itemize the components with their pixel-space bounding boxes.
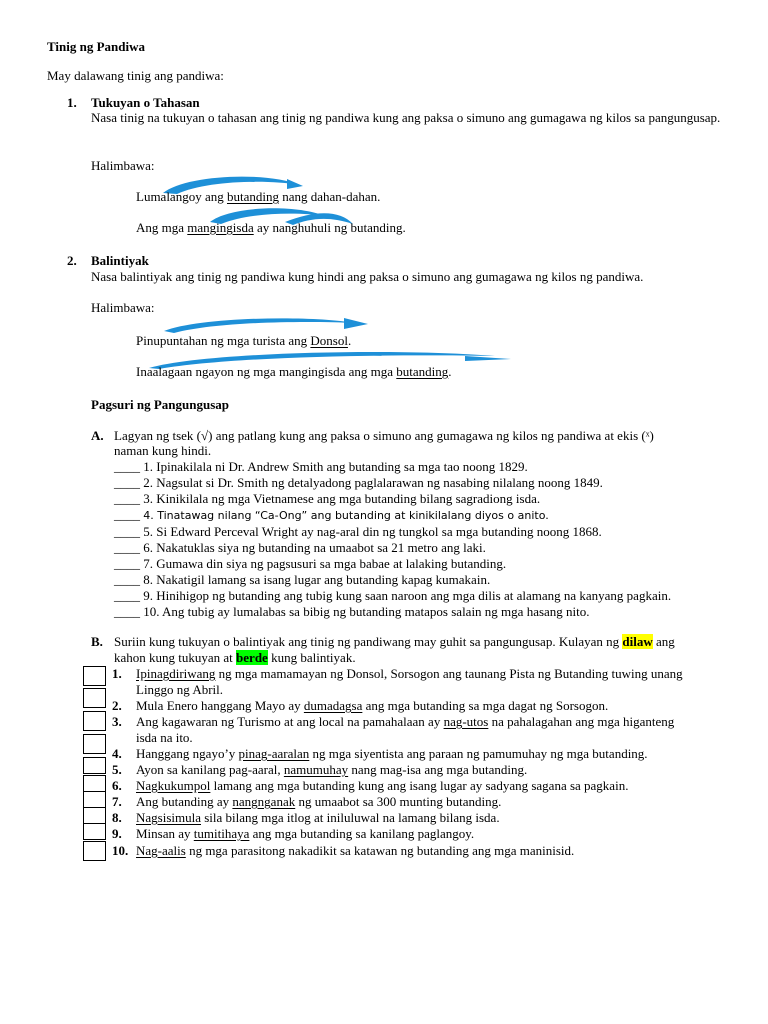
instruction-text: Suriin kung tukuyan o balintiyak ang tinig ng pandiwang may guhit sa pangungusap. Kulayan ng [114,634,623,649]
part-b-item-9 [136,826,474,842]
item-number: 8. [112,810,122,825]
part-b-letter: B. [91,634,103,649]
answer-blank[interactable]: ____ [114,540,140,555]
item-text: 1. Ipinakilala ni Dr. Andrew Smith ang butanding sa mga tao noong 1829. [143,459,528,474]
example-text: Lumalangoy ang [136,189,227,204]
section1-example-1 [136,189,380,205]
intro-text: May dalawang tinig ang pandiwa: [47,68,224,83]
item-text: sila bilang mga itlog at iniluluwal na lamang bilang isda. [201,810,500,825]
item-number: 2. [112,698,122,713]
section1-heading: Tukuyan o Tahasan [91,95,200,110]
item-verb: tumitihaya [193,826,250,841]
list-item [114,459,671,475]
example-text: . [448,364,452,379]
part-b-item-5 [136,762,527,778]
example-subject: butanding [226,189,279,204]
list-item [114,556,671,572]
answer-blank[interactable]: ____ [114,556,140,571]
item-text: Hanggang ngayo’y [136,746,239,761]
item-text: ng mga parasitong nakadikit sa katawan ng butanding ang mga maninisid. [185,843,575,858]
item-text: Ang butanding ay [136,794,233,809]
example-text: Ang mga [136,220,188,235]
list-item [114,588,671,604]
item-number: 7. [112,794,122,809]
answer-blank[interactable]: ____ [114,507,140,522]
answer-box[interactable] [83,807,106,824]
part-b-item-1-continued: Linggo ng Abril. [136,682,224,697]
part-b-item-2 [136,698,608,714]
item-text: 2. Nagsulat si Dr. Smith ng detalyadong paglalarawan ng nasabing nilalang noong 1849. [143,475,603,490]
answer-box[interactable] [83,841,106,861]
item-verb: Nagkukumpol [136,778,211,793]
part-a-list [114,459,671,620]
pagsuri-heading: Pagsuri ng Pangungusap [91,397,229,412]
example-text: Inaalagaan ngayon ng mga mangingisda ang mga [136,364,397,379]
item-text: Ang kagawaran ng Turismo at ang local na pamahalaan ay [136,714,444,729]
part-b-instruction-line1 [114,634,675,650]
part-b-item-1 [136,666,683,682]
instruction-text: kung balintiyak. [267,650,356,665]
item-number: 3. [112,714,122,729]
list-item [114,491,671,507]
list-item [114,524,671,540]
item-verb: nangnganak [232,794,296,809]
part-b-item-6 [136,778,628,794]
section2-example-label: Halimbawa: [91,300,155,315]
section2-heading: Balintiyak [91,253,149,268]
item-text: 4. Tinatawag nilang “Ca-Ong” ang butanding at kinikilalang diyos o anito. [143,509,549,522]
example-subject: Donsol [310,333,348,348]
answer-box[interactable] [83,775,106,792]
item-verb: Nagsisimula [136,810,201,825]
section1-number: 1. [67,95,77,110]
part-b-instruction-line2 [114,650,356,666]
item-verb: dumadagsa [303,698,363,713]
part-b-item-10 [136,843,574,859]
section2-number: 2. [67,253,77,268]
part-a-letter: A. [91,428,104,443]
item-text: ng mga mamamayan ng Donsol, Sorsogon ang taunang Pista ng Butanding tuwing unang [215,666,683,681]
answer-box[interactable] [83,791,106,808]
part-b-item-3-continued: isda na ito. [136,730,193,745]
answer-blank[interactable]: ____ [114,572,140,587]
example-text: ay nanghuhuli ng butanding. [253,220,406,235]
item-text: 10. Ang tubig ay lumalabas sa bibig ng butanding matapos salain ng mga hasang nito. [143,604,590,619]
item-text: nang mag-isa ang mga butanding. [348,762,528,777]
item-number: 10. [112,843,129,858]
part-b-item-3 [136,714,674,730]
curved-arrow-icon [160,315,370,335]
section1-example-label: Halimbawa: [91,158,155,173]
item-text: Ayon sa kanilang pag-aaral, [136,762,284,777]
item-verb: pinag-aaralan [238,746,310,761]
item-text: na pahalagahan ang mga higanteng [488,714,675,729]
section2-example-2 [136,364,452,380]
item-number: 6. [112,778,122,793]
answer-blank[interactable]: ____ [114,604,140,619]
item-text: ang mga butanding sa mga dagat ng Sorsogon. [362,698,609,713]
part-b-item-4 [136,746,648,762]
green-highlight: berde [236,650,268,665]
item-text: 8. Nakatigil lamang sa isang lugar ang butanding kapag kumakain. [143,572,491,587]
answer-box[interactable] [83,711,106,731]
list-item [114,604,671,620]
item-text: ang mga butanding sa kanilang paglangoy. [249,826,475,841]
item-text: Minsan ay [136,826,194,841]
item-number: 4. [112,746,122,761]
yellow-highlight: dilaw [622,634,653,649]
item-text: lamang ang mga butanding kung ang isang lugar ay sadyang sagana sa pagkain. [210,778,629,793]
answer-box[interactable] [83,757,106,774]
part-a-instruction-line1: Lagyan ng tsek (√) ang patlang kung ang paksa o simuno ang gumagawa ng kilos ng pandiwa at ekis (ˣ) [114,428,654,443]
instruction-text: kahon kung tukuyan at [114,650,237,665]
section1-description: Nasa tinig na tukuyan o tahasan ang tinig ng pandiwa kung ang paksa o simuno ang gumagawa ng kilos sa pangungusap. [91,110,721,125]
item-number: 9. [112,826,122,841]
item-text: Mula Enero hanggang Mayo ay [136,698,304,713]
list-item [114,572,671,588]
item-verb: nag-utos [443,714,489,729]
item-number: 1. [112,666,122,681]
item-text: ng umaabot sa 300 munting butanding. [295,794,502,809]
list-item [114,507,671,524]
section2-description: Nasa balintiyak ang tinig ng pandiwa kung hindi ang paksa o simuno ang gumagawa ng kilos ng pandiwa. [91,269,644,284]
part-b-item-7 [136,794,501,810]
answer-blank[interactable]: ____ [114,491,140,506]
answer-box[interactable] [83,734,106,754]
item-verb: Ipinagdiriwang [136,666,216,681]
list-item [114,475,671,491]
item-text: 3. Kinikilala ng mga Vietnamese ang mga butanding bilang sagradiong isda. [143,491,541,506]
item-text: 7. Gumawa din siya ng pagsusuri sa mga babae at lalaking butanding. [143,556,507,571]
answer-blank[interactable]: ____ [114,459,140,474]
item-number: 5. [112,762,122,777]
answer-box[interactable] [83,823,106,840]
item-text: 5. Si Edward Perceval Wright ay nag-aral din ng tungkol sa mga butanding noong 1868. [143,524,602,539]
section2-example-1 [136,333,351,349]
item-text: 9. Hinihigop ng butanding ang tubig kung saan naroon ang mga dilis at alamang na kanyang pagkain. [143,588,672,603]
example-text: . [347,333,352,348]
example-text: Pinupuntahan ng mga turista ang [136,333,311,348]
list-item [114,540,671,556]
part-b-item-8 [136,810,500,826]
answer-blank[interactable]: ____ [114,524,140,539]
page-title: Tinig ng Pandiwa [47,39,146,54]
item-verb: Nag-aalis [136,843,186,858]
item-text: 6. Nakatuklas siya ng butanding na umaabot sa 21 metro ang laki. [143,540,486,555]
item-text: ng mga siyentista ang paraan ng pamumuhay ng mga butanding. [309,746,648,761]
answer-box[interactable] [83,688,106,708]
answer-blank[interactable]: ____ [114,588,140,603]
example-text: nang dahan-dahan. [278,189,381,204]
answer-box[interactable] [83,666,106,686]
item-verb: namumuhay [283,762,349,777]
part-a-instruction-line2: naman kung hindi. [114,443,212,458]
example-subject: butanding [396,364,449,379]
instruction-text: ang [652,634,675,649]
example-subject: mangingisda [187,220,254,235]
answer-blank[interactable]: ____ [114,475,140,490]
section1-example-2 [136,220,406,236]
